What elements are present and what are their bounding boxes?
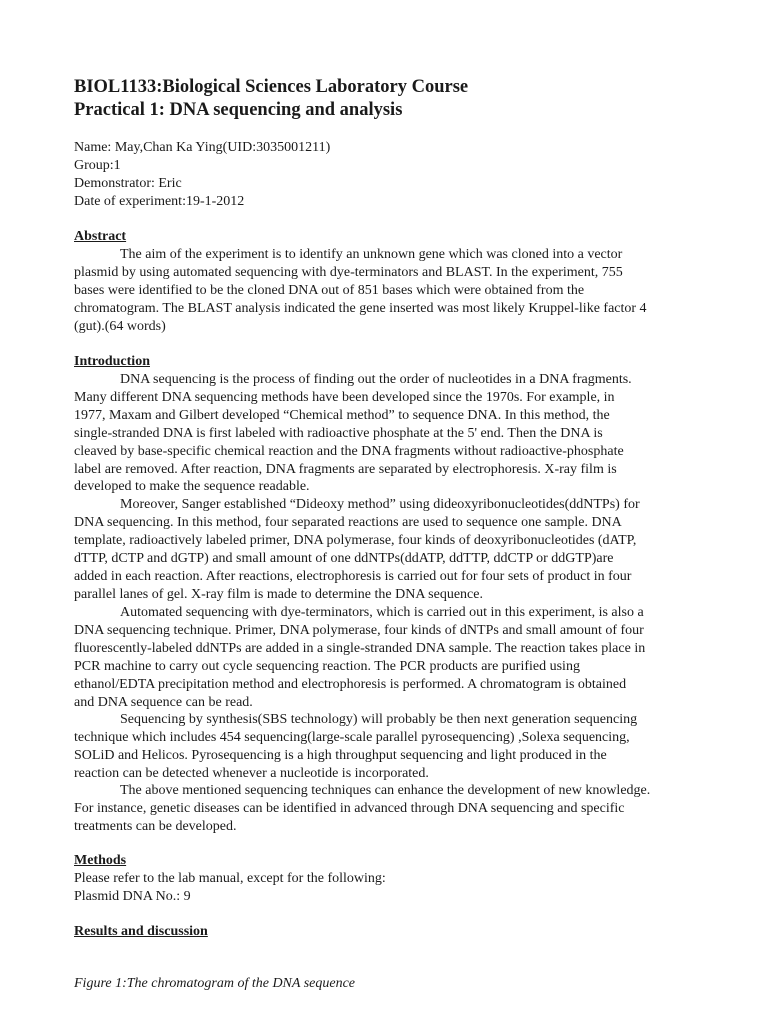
text-line: The above mentioned sequencing techniques can enhance the development of new knowledge.	[120, 783, 651, 798]
text-line: plasmid by using automated sequencing with dye-terminators and BLAST. In the experiment, 755	[74, 264, 623, 280]
text-line: developed to make the sequence readable.	[74, 479, 310, 495]
course-title: BIOL1133:Biological Sciences Laboratory Course	[74, 77, 469, 97]
text-line: fluorescently-labeled ddNTPs are added in a single-stranded DNA sample. The reaction takes place in	[74, 640, 646, 656]
text-line: Many different DNA sequencing methods have been developed since the 1970s. For example, in	[74, 389, 615, 405]
abstract-heading: Abstract	[74, 229, 127, 244]
text-line: Automated sequencing with dye-terminators, which is carried out in this experiment, is also a	[120, 605, 644, 620]
text-line: bases were identified to be the cloned DNA out of 851 bases which were obtained from the	[74, 282, 585, 298]
text-line: For instance, genetic diseases can be identified in advanced through DNA sequencing and specific	[74, 800, 625, 816]
text-line: 1977, Maxam and Gilbert developed “Chemical method” to sequence DNA. In this method, the	[74, 407, 610, 423]
text-line: parallel lanes of gel. X-ray film is made to determine the DNA sequence.	[74, 586, 483, 602]
text-line: The aim of the experiment is to identify an unknown gene which was cloned into a vector	[120, 247, 623, 262]
demonstrator: Demonstrator: Eric	[74, 175, 182, 191]
introduction-paragraph-4	[74, 711, 696, 783]
text-line: PCR machine to carry out cycle sequencing reaction. The PCR products are purified using	[74, 658, 580, 674]
practical-title: Practical 1: DNA sequencing and analysis	[74, 100, 403, 120]
text-line: DNA sequencing technique. Primer, DNA polymerase, four kinds of dNTPs and small amount of four	[74, 622, 644, 638]
introduction-paragraph-5	[74, 782, 696, 836]
text-line: Moreover, Sanger established “Dideoxy method” using dideoxyribonucleotides(ddNTPs) for	[120, 497, 640, 512]
text-line: added in each reaction. After reactions, electrophoresis is carried out for four sets of product in four	[74, 568, 632, 584]
text-line: single-stranded DNA is first labeled with radioactive phosphate at the 5' end. Then the DNA is	[74, 425, 603, 441]
introduction-paragraph-1	[74, 371, 696, 496]
text-line: treatments can be developed.	[74, 818, 237, 834]
results-heading: Results and discussion	[74, 924, 208, 939]
text-line: dTTP, dCTP and dGTP) and small amount of one ddNTPs(ddATP, ddTTP, ddCTP or ddGTP)are	[74, 550, 614, 566]
text-line: DNA sequencing. In this method, four separated reactions are used to sequence one sample. DNA	[74, 514, 622, 530]
text-line: Sequencing by synthesis(SBS technology) will probably be then next generation sequencing	[120, 712, 638, 727]
text-line: and DNA sequence can be read.	[74, 694, 253, 710]
introduction-paragraph-2	[74, 496, 696, 603]
text-line: template, radioactively labeled primer, DNA polymerase, four kinds of deoxyribonucleotides (dATP,	[74, 532, 637, 548]
methods-heading: Methods	[74, 853, 127, 868]
text-line: label are removed. After reaction, DNA fragments are separated by electrophoresis. X-ray film is	[74, 461, 617, 477]
group-number: Group:1	[74, 157, 121, 173]
methods-line-2: Plasmid DNA No.: 9	[74, 889, 191, 904]
experiment-date: Date of experiment:19-1-2012	[74, 193, 245, 209]
introduction-heading: Introduction	[74, 354, 150, 369]
text-line: ethanol/EDTA precipitation method and electrophoresis is performed. A chromatogram is obtained	[74, 676, 627, 692]
methods-line-1: Please refer to the lab manual, except for the following:	[74, 871, 386, 886]
student-name: Name: May,Chan Ka Ying(UID:3035001211)	[74, 140, 331, 155]
figure-caption: Figure 1:The chromatogram of the DNA sequence	[74, 976, 355, 991]
introduction-paragraph-3	[74, 604, 696, 711]
text-line: reaction can be detected whenever a nucleotide is incorporated.	[74, 765, 429, 781]
student-info	[74, 139, 330, 211]
text-line: (gut).(64 words)	[74, 318, 166, 334]
text-line: chromatogram. The BLAST analysis indicated the gene inserted was most likely Kruppel-like factor 4	[74, 300, 647, 316]
text-line: DNA sequencing is the process of finding out the order of nucleotides in a DNA fragments.	[120, 372, 632, 387]
text-line: cleaved by base-specific chemical reaction and the DNA fragments without radioactive-phosphate	[74, 443, 624, 459]
abstract-paragraph	[74, 246, 696, 336]
text-line: technique which includes 454 sequencing(large-scale parallel pyrosequencing) ,Solexa sequencing,	[74, 729, 630, 745]
text-line: SOLiD and Helicos. Pyrosequencing is a high throughput sequencing and light produced in the	[74, 747, 607, 763]
